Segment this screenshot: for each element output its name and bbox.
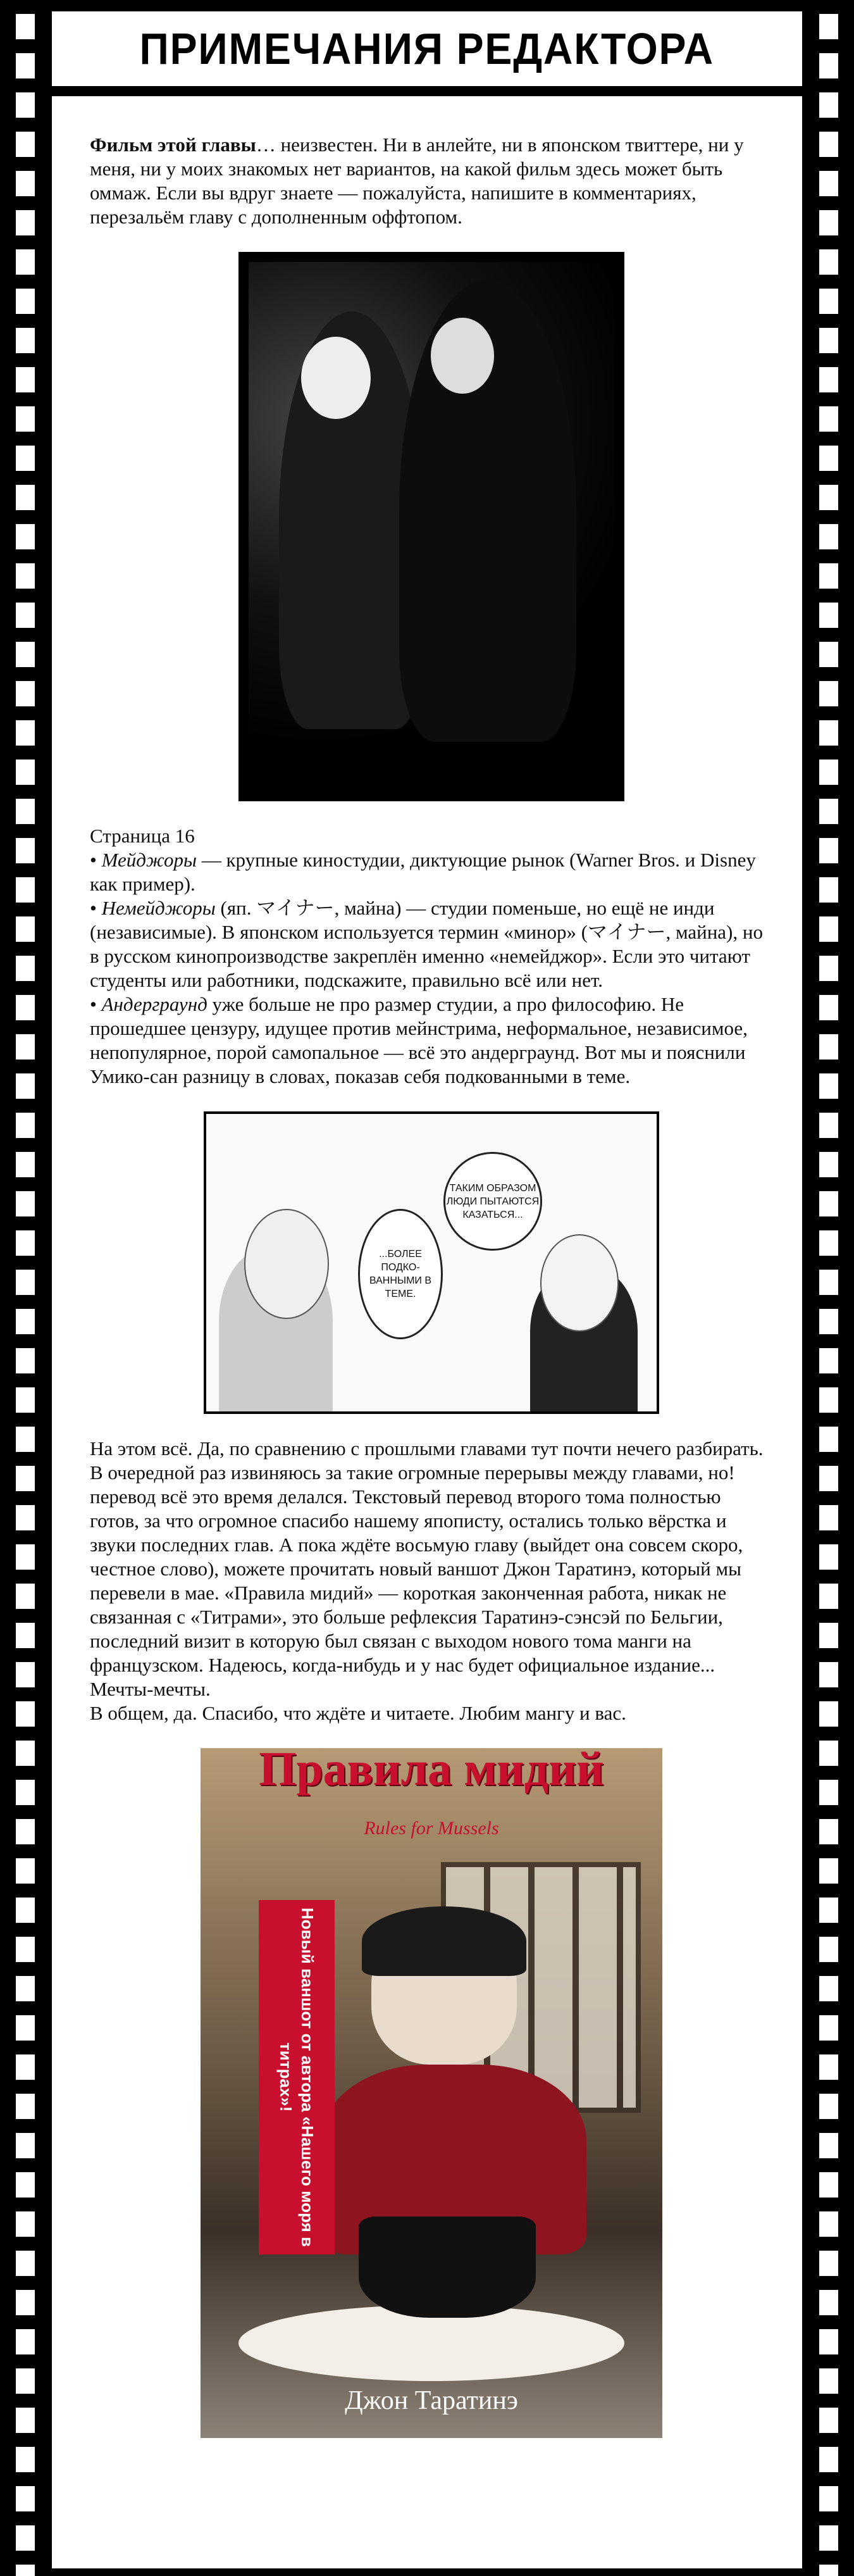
notes-content <box>90 133 773 2438</box>
terms-note <box>90 824 773 1089</box>
bullet: • <box>90 897 97 919</box>
bullet: • <box>90 993 97 1015</box>
term-underground-desc: уже больше не про размер студии, а про философию. Не прошедшее цензуру, идущее против мейнстрима, неформальное, независимое, непопулярное, порой самопальное — всё это андерграунд. Вот мы и пояснили Умико-сан разницу в словах, показав себя подкованными в теме. <box>90 993 748 1087</box>
speech-balloon-1: ТАКИМ ОБРАЗОМ ЛЮДИ ПЫТАЮТСЯ КАЗАТЬСЯ... <box>443 1152 542 1251</box>
term-majors-desc: — крупные киностудии, диктующие рынок (Warner Bros. и Disney как пример). <box>90 849 756 895</box>
bullet: • <box>90 849 97 871</box>
film-strip-right <box>810 0 848 2576</box>
header <box>52 11 802 96</box>
manga-panel-hooded-figures <box>238 252 624 801</box>
term-majors: Мейджоры <box>101 849 197 871</box>
cover-title: Правила мидий <box>259 1748 604 1796</box>
intro-text: … неизвестен. Ни в анлейте, ни в японском твиттере, ни у меня, ни у моих знакомых нет вариантов, на какой фильм здесь может быть оммаж. Если вы вдруг знаете — пожалуйста, напишите в комментариях, перезальём главу с дополненным оффтопом. <box>90 134 744 228</box>
term-non-majors-desc: (яп. マイナー, майна) — студии поменьше, но ещё не инди (независимые). В японском используется термин «минор» (マイナー, майна), но в русском кинопроизводстве закреплён именно «немейджор». Если это читают студенты или работники, подскажите, правильно всё или нет. <box>90 897 763 991</box>
speech-balloon-2: ...БОЛЕЕ ПОДКО-ВАННЫМИ В ТЕМЕ. <box>358 1209 443 1339</box>
cover-tagline: Новый ваншот от автора «Нашего моря в титрах»! <box>259 1900 335 2254</box>
intro-paragraph <box>90 133 773 229</box>
manga-panel-speech <box>204 1111 659 1414</box>
term-non-majors: Немейджоры <box>101 897 216 919</box>
term-underground: Андерграунд <box>101 993 207 1015</box>
intro-lead: Фильм этой главы <box>90 134 256 156</box>
cover-author: Джон Таратинэ <box>345 2386 518 2415</box>
book-cover-rules-for-mussels <box>201 1748 662 2438</box>
outro-paragraph: На этом всё. Да, по сравнению с прошлыми главами тут почти нечего разбирать. В очередной раз извиняюсь за такие огромные перерывы между главами, но! перевод всё это время делался. Текстовый перевод второго тома полностью готов, за что огромное спасибо нашему япописту, остались только вёрстка и звуки последних глав. А пока ждёте восьмую главу (выйдет она совсем скоро, честное слово), можете прочитать новый ваншот Джон Таратинэ, который мы перевели в мае. «Правила мидий» — короткая законченная работа, никак не связанная с «Титрами», это больше рефлексия Таратинэ-сэнсэй по Бельгии, последний визит в которую был связан с выходом нового тома манги на французском. Надеюсь, когда-нибудь и у нас будет официальное издание... Мечты-мечты. <box>90 1437 764 1700</box>
page-label: Страница 16 <box>90 825 195 847</box>
page-title: ПРИМЕЧАНИЯ РЕДАКТОРА <box>139 24 715 73</box>
film-strip-left <box>6 0 44 2576</box>
cover-subtitle: Rules for Mussels <box>364 1818 499 1839</box>
closing-line: В общем, да. Спасибо, что ждёте и читаете. Любим мангу и вас. <box>90 1702 626 1724</box>
notes-card <box>52 11 802 2568</box>
